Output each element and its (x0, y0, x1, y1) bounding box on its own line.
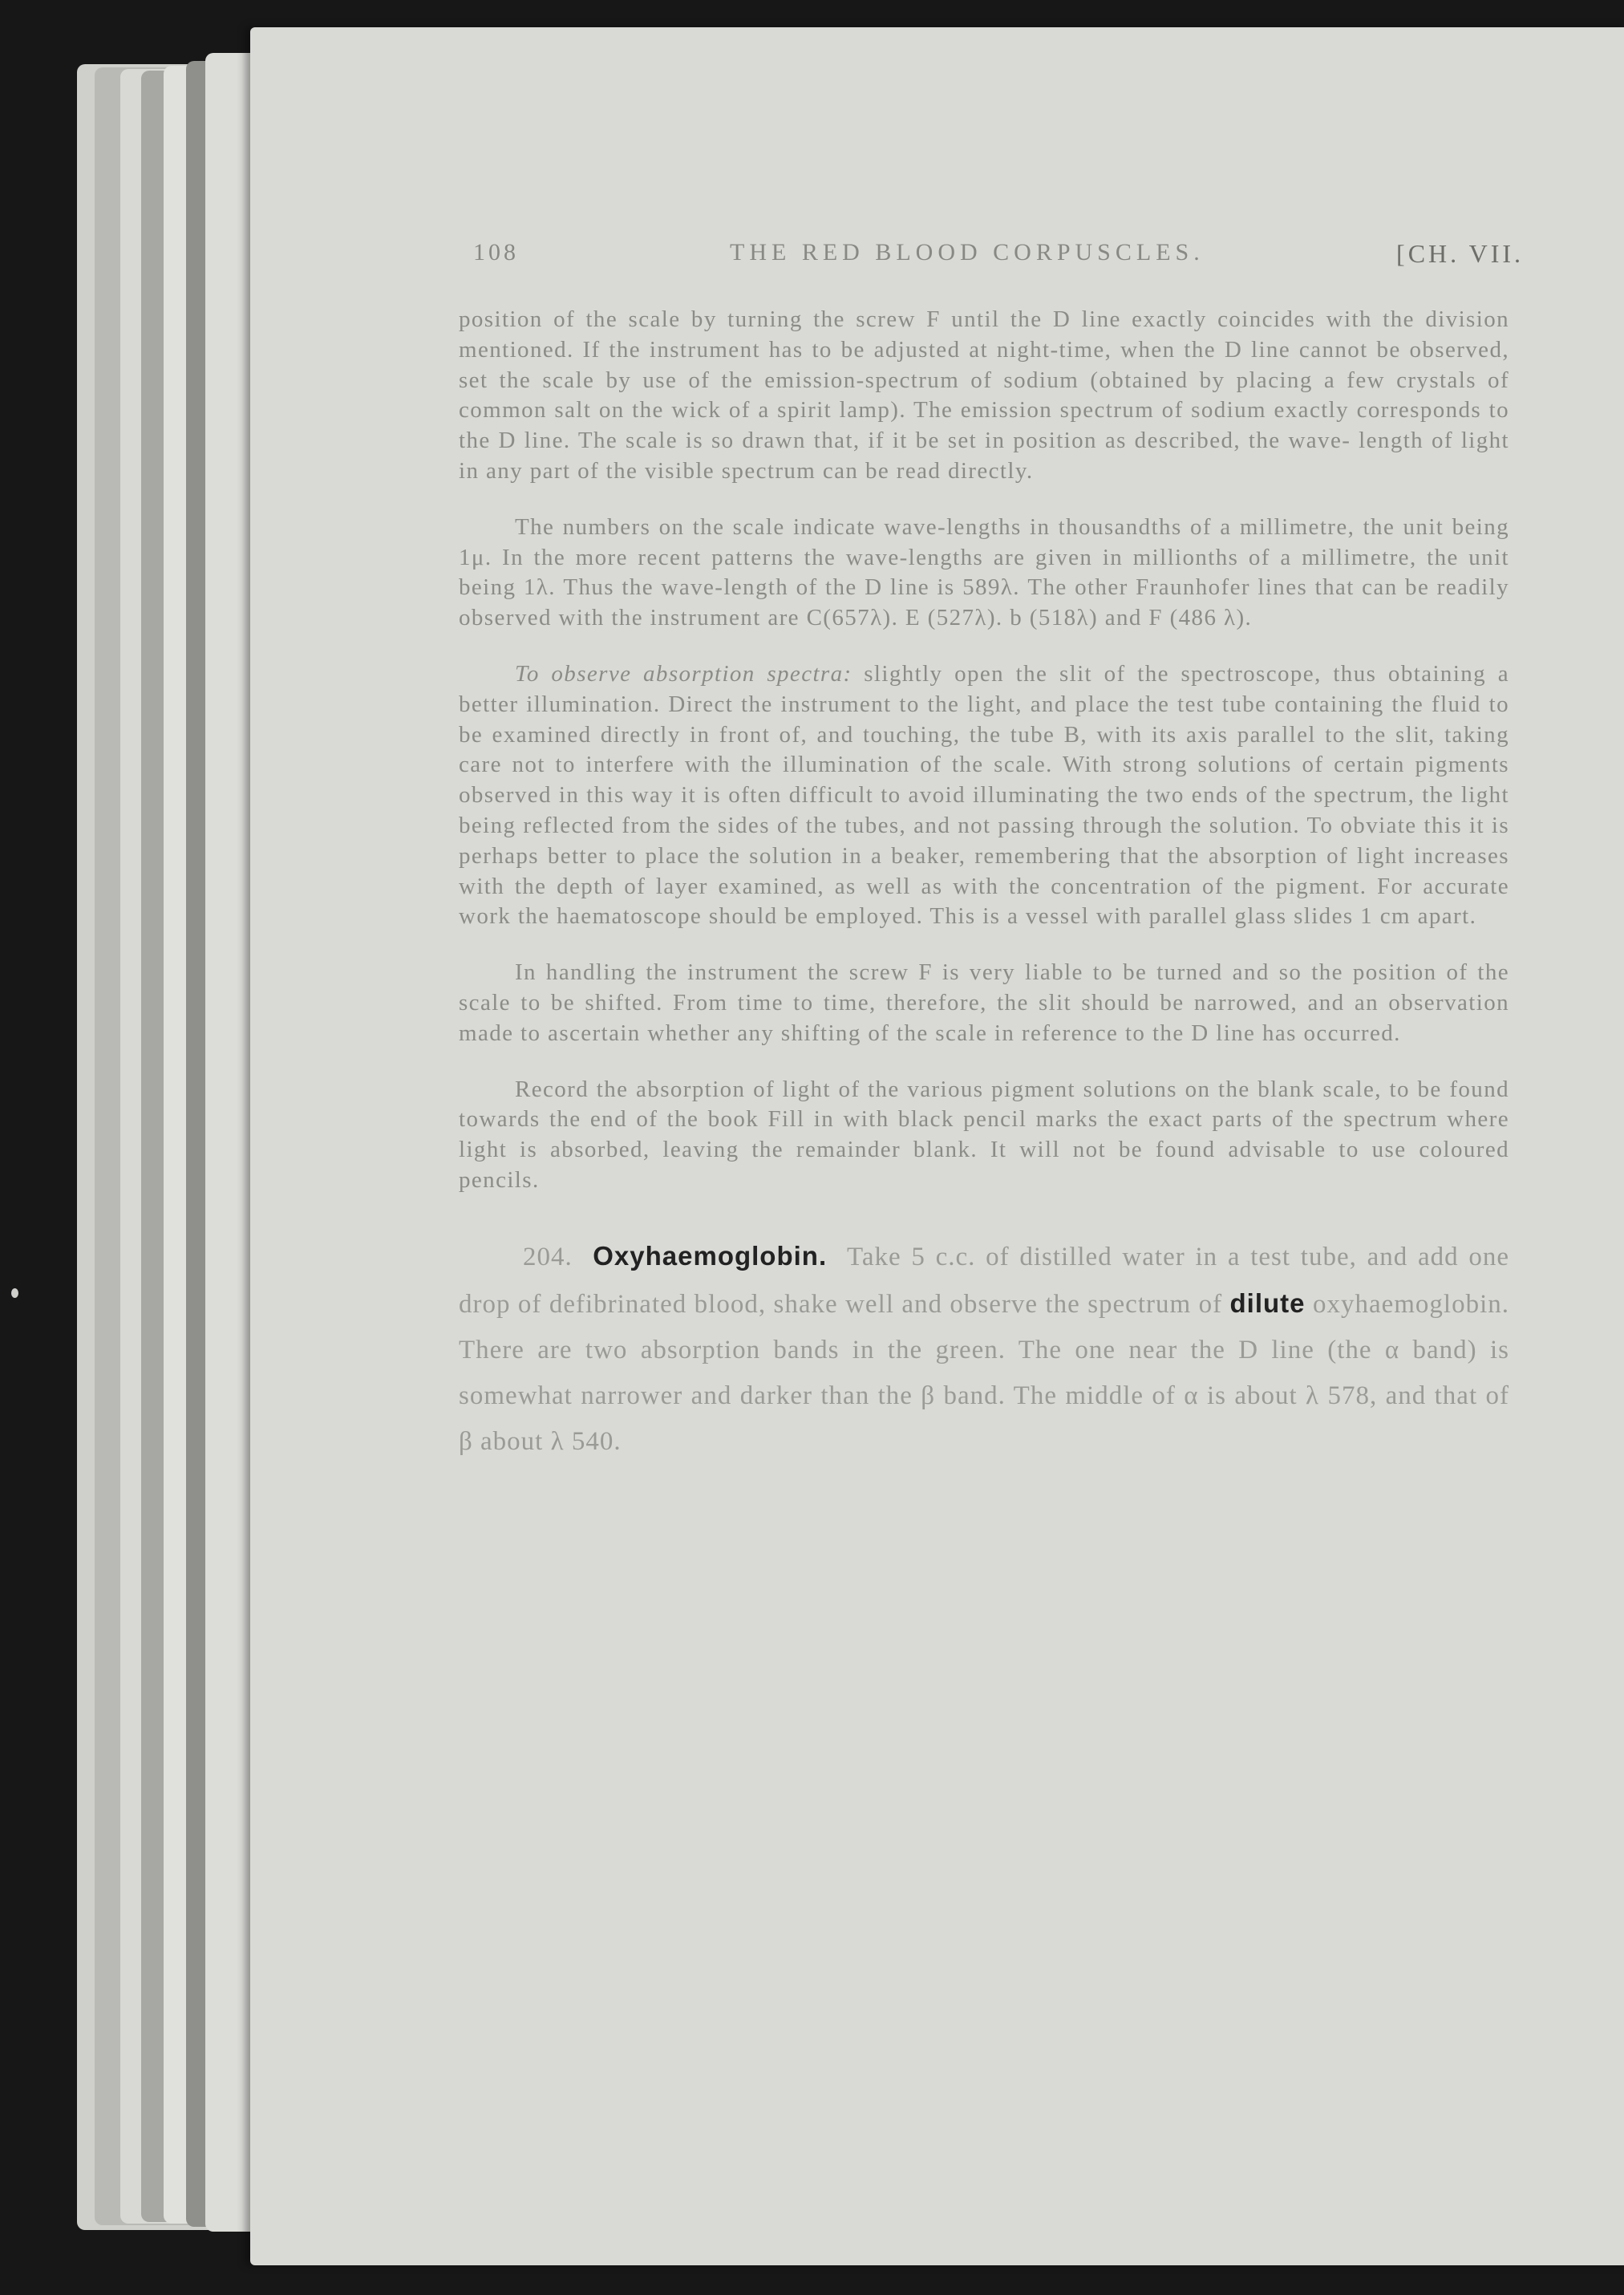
chapter-reference: [CH. VII. (1396, 239, 1524, 268)
absorption-heading: To observe absorption spectra: (515, 660, 852, 687)
paragraph-absorption-spectra (459, 659, 1509, 932)
body-text (459, 305, 1509, 1491)
section-text-a: Take 5 c.c. of distilled water in a test tube, and add one drop of defibrinated blood, shake well and observe the spectrum of (459, 1242, 1510, 1319)
section-number: 204. (523, 1242, 573, 1271)
emphasis-dilute: dilute (1229, 1287, 1306, 1318)
paragraph-wave-lengths: The numbers on the scale indicate wave-lengths in thousandths of a millimetre, the unit being 1μ. In the more recent patterns the wave-lengths are given in millionths of a millimetre, the unit being 1λ. Thus the wave-length of the D line is 589λ. The other Fraunhofer lines that can be readily observed with the instrument are C(657λ). E (527λ). b (518λ) and F (486 λ). (459, 513, 1509, 631)
section-204 (459, 1233, 1509, 1465)
running-title: THE RED BLOOD CORPUSCLES. (730, 239, 1205, 266)
section-title: Oxyhaemoglobin. (593, 1240, 828, 1271)
paragraph-record-absorption: Record the absorption of light of the various pigment solutions on the blank scale, to be found towards the end of the book Fill in with black pencil marks the exact parts of the spectrum where light is absorbed, leaving the remainder blank. It will not be found advisable to use coloured pencils. (459, 1076, 1509, 1193)
scan-speck (11, 1288, 18, 1298)
paragraph-scale-adjustment: position of the scale by turning the screw F until the D line exactly coincides with the division mentioned. If the instrument has to be adjusted at night-time, when the D line cannot be observed, set the scale by use of the emission-spectrum of sodium (obtained by placing a few crystals of common salt on the wick of a spirit lamp). The emission spectrum of sodium exactly corresponds to the D line. The scale is so drawn that, if it be set in position as described, the wave- length of light in any part of the visible spectrum can be read directly. (459, 306, 1509, 484)
absorption-text: slightly open the slit of the spectroscope, thus obtaining a better illumination. Direct the instrument to the light, and place the test tube containing the fluid to be examined directly in front of, and touching, the tube B, with its axis parallel to the slit, taking care not to interfere with the illumination of the scale. With strong solutions of certain pigments observed in this way it is often difficult to avoid illuminating the two ends of the spectrum, the light being reflected from the sides of the tubes, and not passing through the solution. To obviate this it is perhaps better to place the solution in a beaker, remembering that the absorption of light increases with the depth of layer examined, as well as with the concentration of the pigment. For accurate work the haematoscope should be employed. This is a vessel with parallel glass slides 1 cm apart. (459, 660, 1509, 930)
section-text-b: oxyhaemoglobin. There are two absorption bands in the green. The one near the D line (the α band) is somewhat narrower and darker than the β band. The middle of α is about λ 578, and that of β about λ 540. (459, 1289, 1510, 1456)
page-number: 108 (473, 239, 519, 266)
running-head (473, 239, 1524, 274)
paragraph-handling-instrument: In handling the instrument the screw F is very liable to be turned and so the position of the scale to be shifted. From time to time, therefore, the slit should be narrowed, and an observation made to ascertain whether any shifting of the scale in reference to the D line has occurred. (459, 959, 1509, 1046)
